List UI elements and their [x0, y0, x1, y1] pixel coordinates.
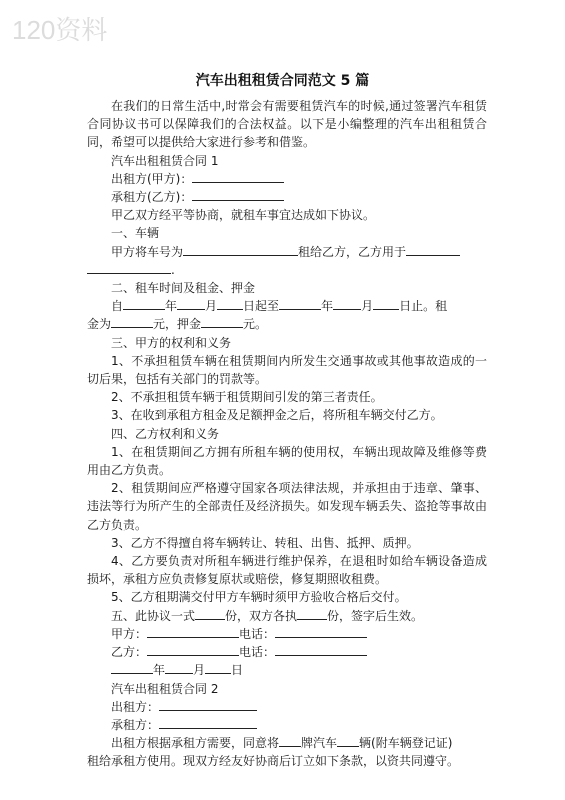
party-b-clause-1: 1、在租赁期间乙方拥有所租车辆的使用权，车辆出现故障及维修等费用由乙方负责。 — [87, 444, 487, 478]
blank[interactable] — [217, 297, 243, 310]
lessee-label: 承租方(乙方)： — [111, 190, 193, 205]
text: 月 — [193, 663, 206, 678]
blank[interactable] — [337, 734, 359, 747]
text: 五、此协议一式 — [111, 608, 196, 623]
blank[interactable] — [147, 643, 239, 656]
text: 年 — [153, 663, 166, 678]
document-title: 汽车出租租赁合同范文 5 篇 — [195, 73, 370, 89]
watermark: 120资料 — [12, 15, 108, 45]
text: 年 — [165, 299, 178, 314]
text: 自 — [111, 299, 124, 314]
party-b-clause-4: 4、乙方要负责对所租车辆进行维护保养，在退租时如给车辆设备造成损坏，承租方应负责修复原状或赔偿，修复期照收租费。 — [87, 554, 487, 587]
section2-heading: 二、租车时间及租金、押金 — [111, 281, 256, 296]
contract1-heading: 汽车出租租赁合同 1 — [111, 153, 219, 168]
text: 租给乙方，乙方用于 — [298, 244, 407, 259]
blank[interactable] — [87, 261, 171, 274]
blank[interactable] — [279, 297, 321, 310]
lessee-line — [87, 188, 487, 206]
text: 甲方： — [111, 626, 148, 641]
text: 乙方： — [111, 645, 148, 660]
section4-heading: 四、乙方权利和义务 — [111, 426, 220, 441]
blank[interactable] — [297, 607, 327, 620]
rent-line — [87, 315, 487, 333]
blank[interactable] — [183, 243, 298, 256]
blank[interactable] — [111, 315, 153, 328]
blank[interactable] — [333, 297, 361, 310]
text: 金为 — [87, 317, 112, 332]
party-b-clause-5: 5、乙方租期满交付甲方车辆时须甲方验收合格后交付。 — [111, 590, 407, 605]
text: 出租方： — [111, 699, 160, 714]
party-a-clause-2: 2、不承担租赁车辆于租赁期间引发的第三者责任。 — [111, 390, 383, 405]
party-a-clause-1: 1、不承担租赁车辆在租赁期间内所发生交通事故或其他事故造成的一切后果，包括有关部门的罚款等。 — [87, 353, 487, 387]
date-line — [87, 661, 487, 679]
section5-line — [87, 607, 487, 625]
blank[interactable] — [177, 297, 205, 310]
section3-heading: 三、甲方的权利和义务 — [111, 335, 232, 350]
party-b-clause-2: 2、租赁期间应严格遵守国家各项法律法规，并承担由于违章、肇事、违法等行为所产生的全部责任及经济损失。如发现车辆丢失、盗抢等事故由乙方负责。 — [87, 481, 487, 532]
signature-b-line — [87, 643, 487, 661]
term-line — [87, 297, 487, 315]
party-a-clause-3: 3、在收到承租方租金及足额押金之后，将所租车辆交付乙方。 — [111, 408, 443, 423]
blank[interactable] — [279, 734, 301, 747]
text: 辆(附车辆登记证) — [359, 736, 453, 751]
blank[interactable] — [195, 607, 225, 620]
blank[interactable] — [373, 297, 399, 310]
blank[interactable] — [111, 661, 153, 674]
text: 日止。租 — [399, 299, 448, 314]
lessee2-line — [87, 716, 487, 734]
text: 年 — [321, 299, 334, 314]
blank[interactable] — [275, 625, 367, 638]
text: 月 — [205, 299, 218, 314]
contract2-paragraph-1 — [87, 734, 487, 752]
blank[interactable] — [192, 188, 284, 201]
blank[interactable] — [275, 643, 367, 656]
blank[interactable] — [192, 170, 284, 183]
document-body — [87, 97, 487, 771]
signature-a-line — [87, 625, 487, 643]
text: 承租方： — [111, 717, 160, 732]
text: 元。 — [243, 317, 268, 332]
text: 日起至 — [243, 299, 280, 314]
text: 日 — [231, 663, 244, 678]
blank[interactable] — [123, 297, 165, 310]
blank[interactable] — [147, 625, 239, 638]
blank[interactable] — [159, 716, 257, 729]
car-line — [87, 243, 487, 261]
agreement-line: 甲乙双方经平等协商，就租车事宜达成如下协议。 — [111, 208, 376, 223]
lessor-line — [87, 170, 487, 188]
text: 份，签字后生效。 — [327, 608, 424, 623]
blank[interactable] — [205, 661, 231, 674]
text: 月 — [361, 299, 374, 314]
text: 电话： — [239, 626, 276, 641]
blank[interactable] — [165, 661, 193, 674]
blank[interactable] — [406, 243, 460, 256]
blank[interactable] — [201, 315, 243, 328]
lessor-label: 出租方(甲方)： — [111, 171, 193, 186]
lessor2-line — [87, 698, 487, 716]
contract2-paragraph-1-cont: 租给承租方使用。现双方经友好协商后订立如下条款，以资共同遵守。 — [87, 754, 460, 769]
text: 元，押金 — [153, 317, 202, 332]
text: 甲方将车号为 — [111, 244, 184, 259]
text: 出租方根据承租方需要，同意将 — [111, 736, 280, 751]
text: . — [171, 262, 175, 277]
intro-paragraph: 在我们的日常生活中,时常会有需要租赁汽车的时候,通过签署汽车租赁合同协议书可以保障我们的合法权益。以下是小编整理的汽车出租租赁合同，希望可以提供给大家进行参考和借鉴。 — [87, 99, 487, 150]
text: 牌汽车 — [301, 736, 338, 751]
party-b-clause-3: 3、乙方不得擅自将车辆转让、转租、出售、抵押、质押。 — [111, 535, 419, 550]
blank[interactable] — [159, 698, 257, 711]
car-line-cont — [87, 261, 487, 279]
section1-heading: 一、车辆 — [111, 226, 160, 241]
text: 电话： — [239, 645, 276, 660]
contract2-heading: 汽车出租租赁合同 2 — [111, 681, 219, 696]
text: 份，双方各执 — [225, 608, 298, 623]
